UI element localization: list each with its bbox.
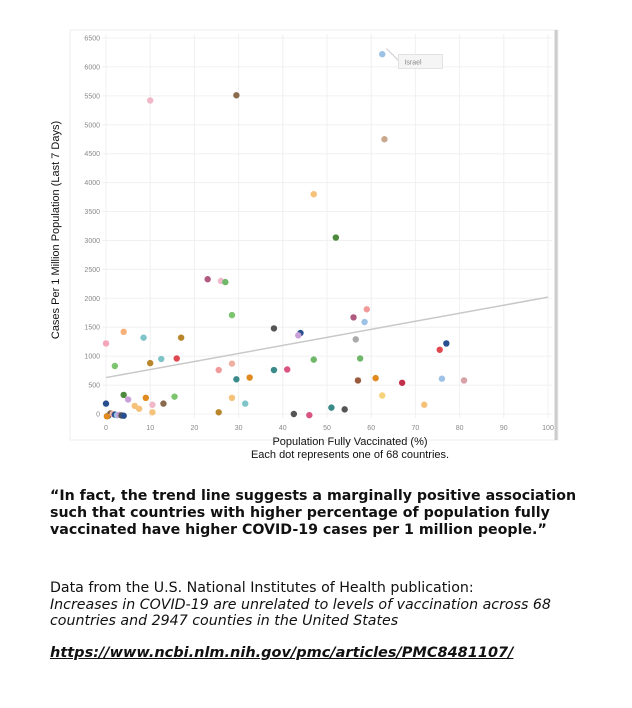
x-tick-label: 0 [104, 425, 108, 432]
country-point[interactable] [149, 402, 155, 408]
country-point[interactable] [246, 374, 252, 380]
country-point[interactable] [379, 392, 385, 398]
country-point[interactable] [136, 406, 142, 412]
country-point[interactable] [399, 380, 405, 386]
publication-title: Increases in COVID-19 are unrelated to levels of vaccination across 68 countries and 2947 counties in the United States [50, 596, 551, 629]
y-tick-label: 5000 [84, 122, 100, 130]
country-point[interactable] [120, 392, 126, 398]
article-link[interactable]: https://www.ncbi.nlm.nih.gov/pmc/articles/PMC8481107/ [50, 645, 514, 661]
x-axis-label-block [160, 436, 540, 462]
country-point[interactable] [149, 409, 155, 415]
country-point[interactable] [147, 97, 153, 103]
country-point[interactable] [174, 355, 180, 361]
country-point[interactable] [103, 400, 109, 406]
x-tick-label: 80 [455, 425, 464, 432]
annotation-leader [386, 48, 398, 60]
country-point[interactable] [140, 334, 146, 340]
country-point[interactable] [306, 412, 312, 418]
x-tick-label: 90 [499, 425, 508, 432]
country-point[interactable] [381, 136, 387, 142]
country-point[interactable] [341, 406, 347, 412]
chart-subtitle: Each dot represents one of 68 countries. [250, 449, 450, 461]
y-tick-label: 1000 [84, 353, 100, 361]
y-tick-label: 3500 [84, 209, 100, 217]
country-point[interactable] [171, 393, 177, 399]
x-tick-label: 10 [146, 425, 155, 432]
y-tick-label: 5500 [84, 93, 100, 101]
country-point[interactable] [216, 367, 222, 373]
country-point[interactable] [222, 279, 228, 285]
country-point[interactable] [439, 376, 445, 382]
plot-frame [70, 30, 558, 440]
country-point[interactable] [120, 329, 126, 335]
country-point[interactable] [158, 356, 164, 362]
country-point[interactable] [443, 340, 449, 346]
country-point[interactable] [125, 396, 131, 402]
country-point[interactable] [143, 395, 149, 401]
country-point[interactable] [350, 314, 356, 320]
country-point[interactable] [284, 366, 290, 372]
country-point[interactable] [372, 375, 378, 381]
country-point[interactable] [204, 276, 210, 282]
country-point[interactable] [104, 413, 110, 419]
country-point[interactable] [461, 377, 467, 383]
y-tick-label: 500 [88, 382, 100, 390]
x-tick-label: 60 [367, 425, 376, 432]
x-axis-label: Population Fully Vaccinated (%) [272, 436, 428, 448]
y-axis-label: Cases Per 1 Million Population (Last 7 Days) [50, 120, 62, 340]
country-point[interactable] [311, 191, 317, 197]
y-tick-label: 4000 [84, 180, 100, 188]
country-point[interactable] [291, 411, 297, 417]
country-point[interactable] [229, 360, 235, 366]
x-tick-label: 30 [234, 425, 243, 432]
y-tick-label: 3000 [84, 237, 100, 245]
annotation-label: Israel [404, 59, 422, 67]
country-point[interactable] [229, 312, 235, 318]
country-point[interactable] [178, 334, 184, 340]
x-tick-label: 20 [190, 425, 199, 432]
country-point[interactable] [271, 325, 277, 331]
country-point[interactable] [216, 409, 222, 415]
quote-text: “In fact, the trend line suggests a marginally positive association such that countries with higher percentage of population fully vaccinated have higher COVID-19 cases per 1 million people.” [50, 488, 577, 538]
y-tick-label: 6000 [84, 64, 100, 72]
country-point[interactable] [421, 402, 427, 408]
source-citation [50, 580, 610, 630]
country-point[interactable] [242, 400, 248, 406]
country-point[interactable] [120, 413, 126, 419]
country-point[interactable] [437, 347, 443, 353]
country-point[interactable] [103, 340, 109, 346]
y-tick-label: 2500 [84, 266, 100, 274]
y-tick-label: 2000 [84, 295, 100, 303]
x-tick-label: 40 [278, 425, 287, 432]
y-tick-label: 1500 [84, 324, 100, 332]
country-point[interactable] [233, 92, 239, 98]
country-point[interactable] [333, 234, 339, 240]
country-point[interactable] [311, 356, 317, 362]
country-point[interactable] [355, 377, 361, 383]
country-point[interactable] [364, 306, 370, 312]
x-tick-label: 50 [323, 425, 331, 432]
country-point[interactable] [353, 336, 359, 342]
x-tick-label: 100 [542, 425, 554, 432]
y-tick-label: 6500 [84, 35, 100, 43]
y-tick-label: 4500 [84, 151, 100, 159]
x-tick-label: 70 [411, 425, 420, 432]
country-point[interactable] [357, 355, 363, 361]
country-point[interactable] [233, 376, 239, 382]
country-point[interactable] [112, 363, 118, 369]
country-point[interactable] [361, 319, 367, 325]
country-point[interactable] [328, 404, 334, 410]
country-point[interactable] [295, 332, 301, 338]
y-tick-label: 0 [96, 411, 100, 419]
country-point[interactable] [229, 395, 235, 401]
country-point[interactable] [160, 400, 166, 406]
country-point[interactable] [379, 51, 385, 57]
country-point[interactable] [147, 360, 153, 366]
source-prefix: Data from the U.S. National Institutes of Health publication: [50, 580, 474, 596]
country-point[interactable] [271, 367, 277, 373]
